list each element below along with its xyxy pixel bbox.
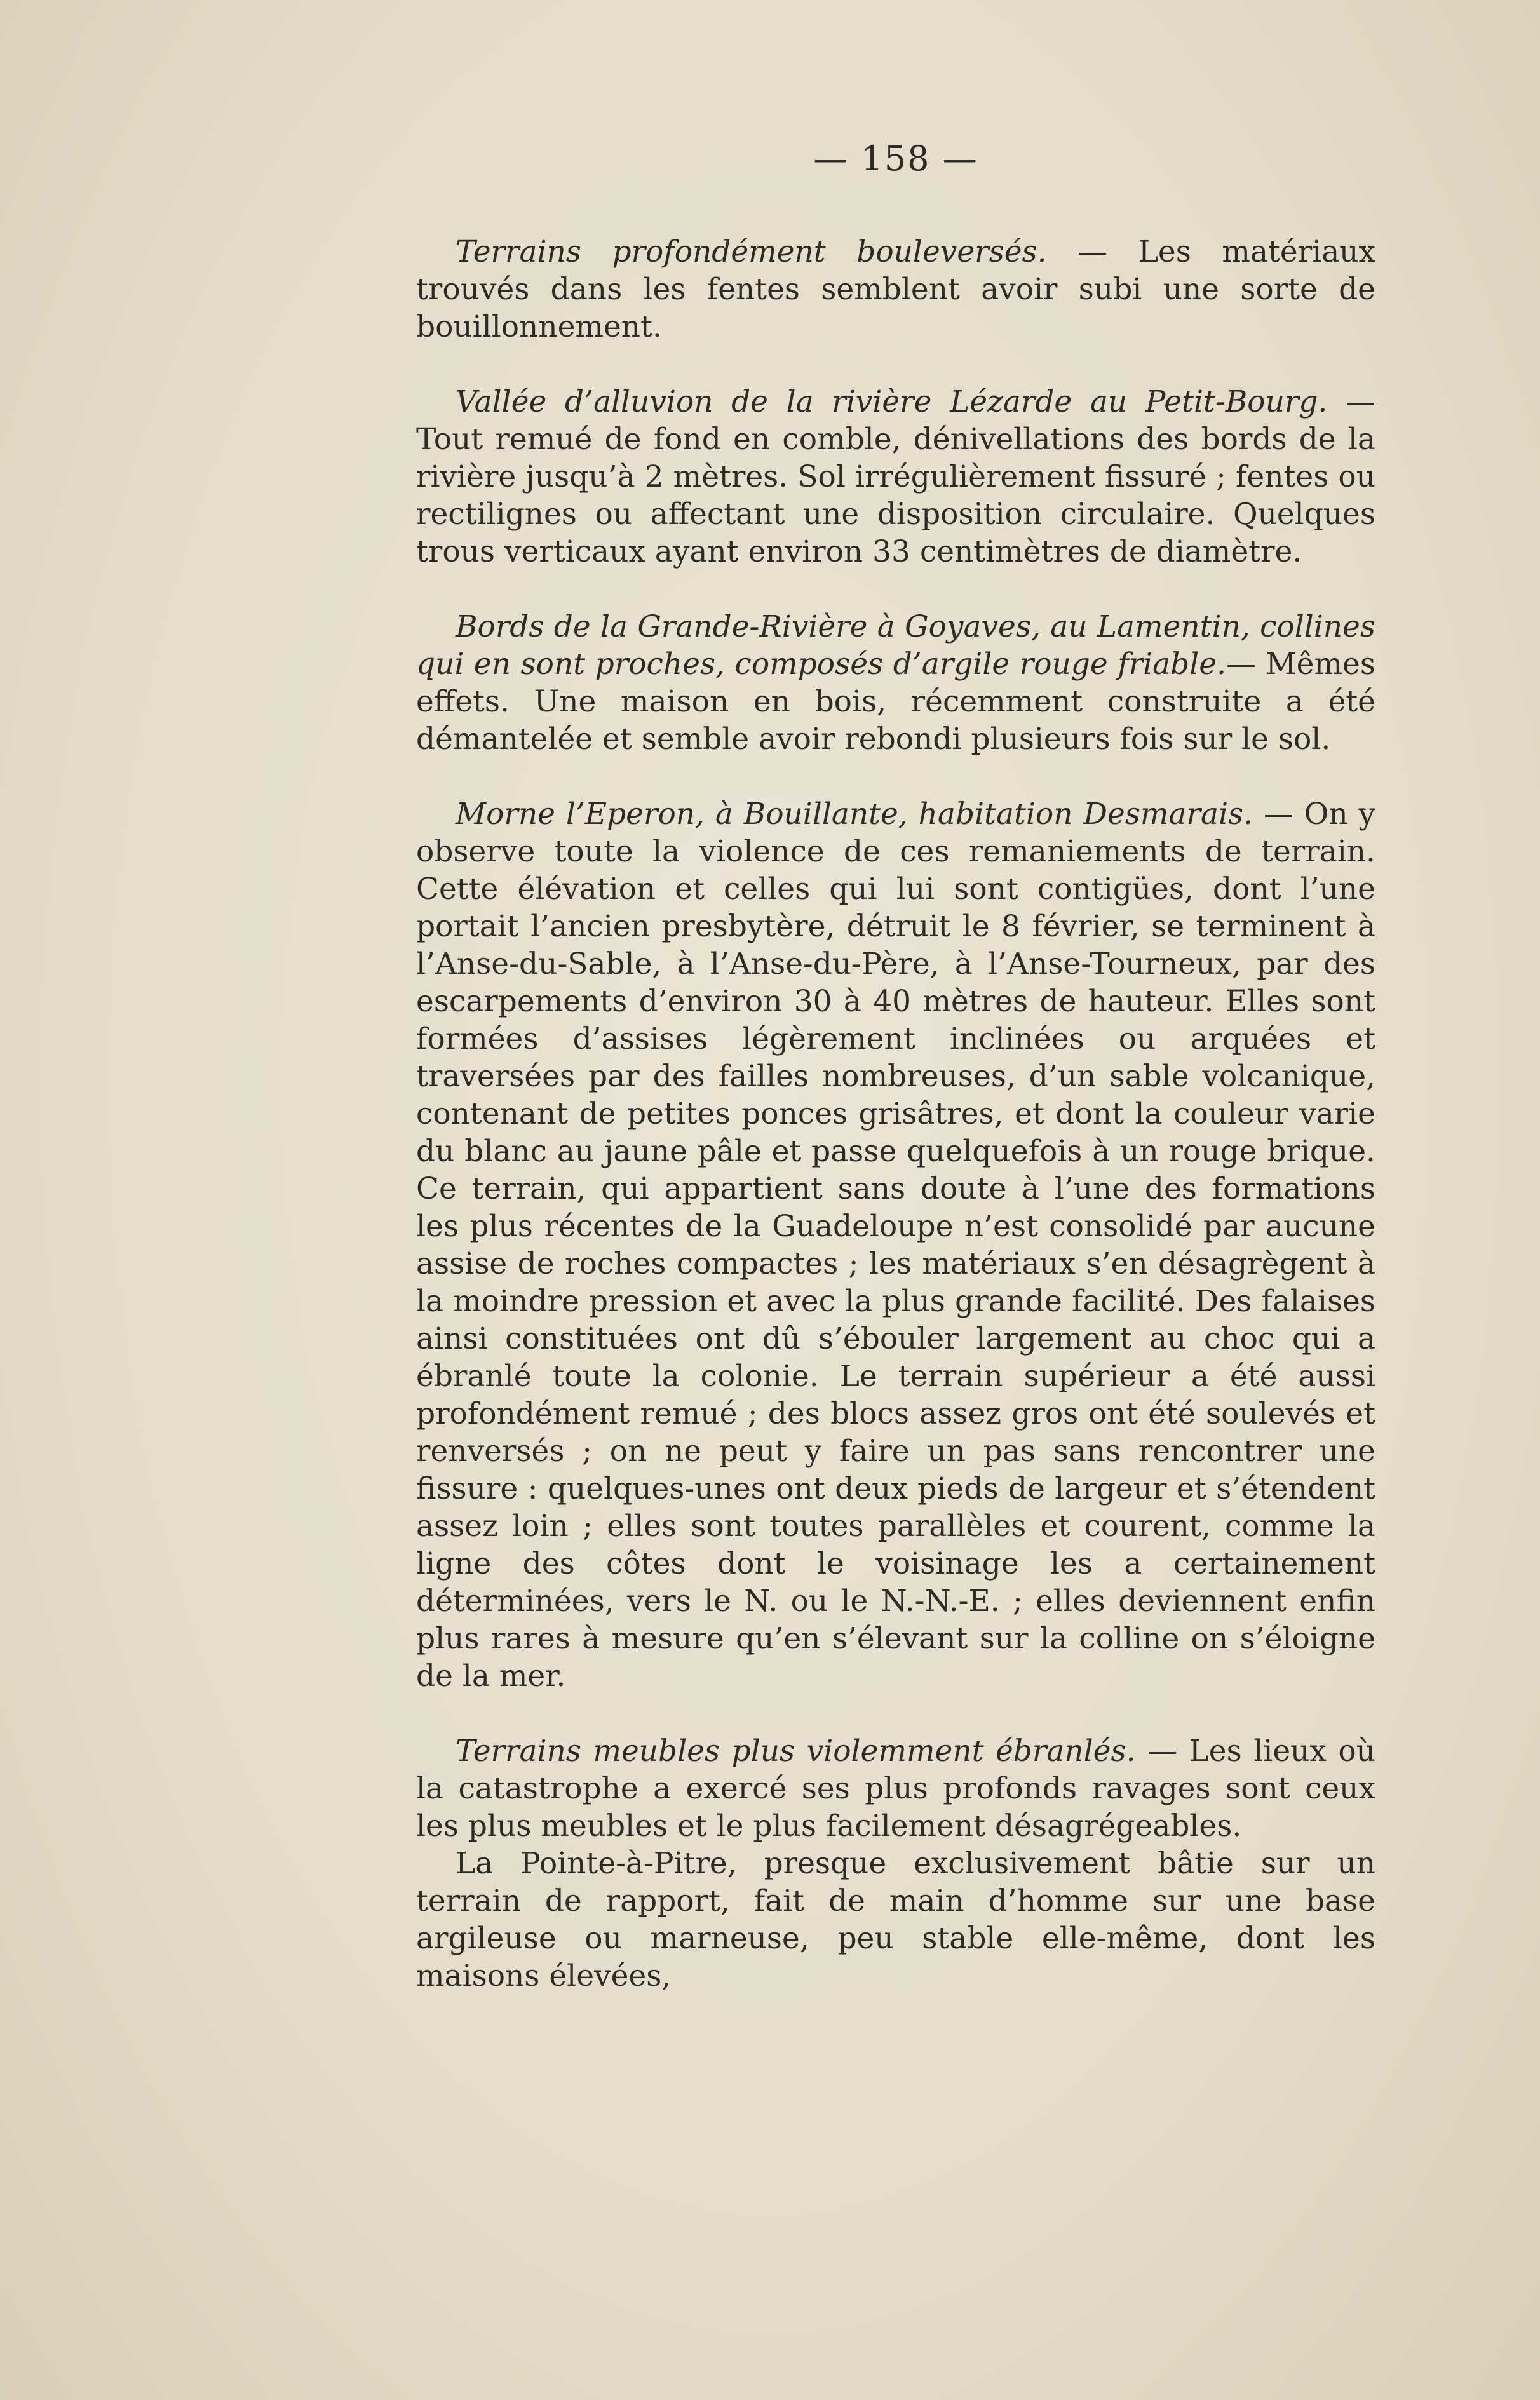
paragraph-terrains-meubles bbox=[416, 1732, 1375, 1845]
paragraph-heading: Terrains meubles plus violemment ébranlés. bbox=[456, 1734, 1136, 1769]
paragraph-body: — Les matériaux trouvés dans les fentes semblent avoir subi une sorte de bouillonnement. bbox=[416, 234, 1375, 344]
paragraph-heading: Vallée d’alluvion de la rivière Lézarde au Petit-Bourg. bbox=[456, 384, 1328, 419]
paragraph-body: — On y observe toute la violence de ces remaniements de terrain. Cette élévation et celles qui lui sont contigües, dont l’une portait l’ancien presbytère, détruit le 8 février, se terminent à l’Anse-du-Sable, à l’Anse-du-Père, à l’Anse-Tourneux, par des escarpements d’environ 30 à 40 mètres de hauteur. Elles sont formées d’assises légèrement inclinées ou arquées et traversées par des failles nombreuses, d’un sable volcanique, contenant de petites ponces grisâtres, et dont la couleur varie du blanc au jaune pâle et passe quelquefois à un rouge brique. Ce terrain, qui appartient sans doute à l’une des formations les plus récentes de la Guadeloupe n’est consolidé par aucune assise de roches compactes ; les matériaux s’en désagrègent à la moindre pression et avec la plus grande facilité. Des falaises ainsi constituées ont dû s’ébouler largement au choc qui a ébranlé toute la colonie. Le terrain supérieur a été aussi profondément remué ; des blocs assez gros ont été soulevés et renversés ; on ne peut y faire un pas sans rencontrer une fissure : quelques-unes ont deux pieds de largeur et s’étendent assez loin ; elles sont toutes parallèles et courent, comme la ligne des côtes dont le voisinage les a certainement déterminées, vers le N. ou le N.-N.-E. ; elles deviennent enfin plus rares à mesure qu’en s’élevant sur la colline on s’éloigne de la mer. bbox=[416, 797, 1375, 1694]
paragraph-heading: Bords de la Grande-Rivière à Goyaves, au Lamentin, collines qui en sont proches, composés d’argile rouge friable. bbox=[416, 609, 1375, 682]
page-text bbox=[416, 140, 1375, 1995]
paragraph-body: La Pointe-à-Pitre, presque exclusivement bâtie sur un terrain de rapport, fait de main d’homme sur une base argileuse ou marneuse, peu stable elle-même, dont les maisons élevées, bbox=[416, 1846, 1375, 1993]
paragraph-body: — Mêmes effets. Une maison en bois, récemment construite a été démantelée et semble avoir rebondi plusieurs fois sur le sol. bbox=[416, 647, 1375, 757]
paragraph-terrains-bouleverses bbox=[416, 233, 1375, 346]
paragraph-heading: Morne l’Eperon, à Bouillante, habitation Desmarais. bbox=[456, 797, 1253, 832]
paragraph-pointe-a-pitre bbox=[416, 1845, 1375, 1995]
paragraph-body: — Tout remué de fond en comble, dénivellations des bords de la rivière jusqu’à 2 mètres. Sol irrégulièrement fissuré ; fentes ou rectilignes ou affectant une disposition circulaire. Quelques trous verticaux ayant environ 33 centimètres de diamètre. bbox=[416, 384, 1375, 569]
paragraph-heading: Terrains profondément bouleversés. bbox=[456, 234, 1047, 269]
paragraph-vallee-alluvion bbox=[416, 383, 1375, 570]
paragraph-body: — Les lieux où la catastrophe a exercé ses plus profonds ravages sont ceux les plus meubles et le plus facilement désagrégeables. bbox=[416, 1734, 1375, 1844]
page-number: — 158 — bbox=[813, 138, 978, 179]
paragraph-morne-eperon bbox=[416, 795, 1375, 1695]
paragraph-grande-riviere bbox=[416, 608, 1375, 758]
